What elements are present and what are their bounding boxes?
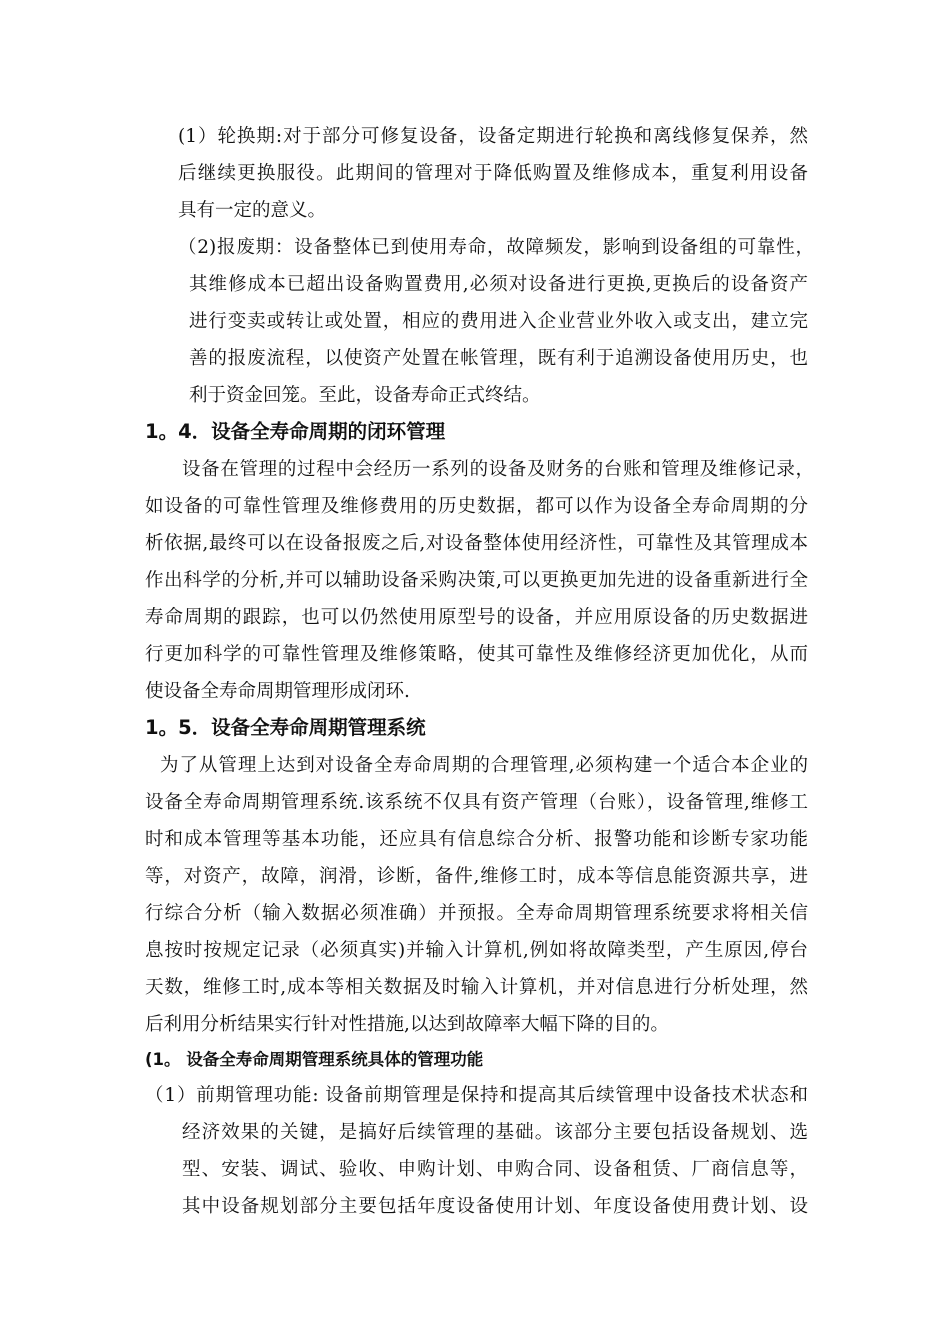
section-heading-1-5: 1。5．设备全寿命周期管理系统 xyxy=(145,716,426,739)
subsection-heading: (1。 设备全寿命周期管理系统具体的管理功能 xyxy=(145,1050,484,1069)
text-line: 具有一定的意义。 xyxy=(178,200,327,221)
text-line: （2)报废期：设备整体已到使用寿命，故障频发，影响到设备组的可靠性， xyxy=(178,237,814,258)
text-line: 使设备全寿命周期管理形成闭环. xyxy=(145,681,410,702)
text-line: 作出科学的分析,并可以辅助设备采购决策,可以更换更加先进的设备重新进行全 xyxy=(145,570,808,591)
text-line: 行综合分析（输入数据必须准确）并预报。全寿命周期管理系统要求将相关信 xyxy=(145,903,808,924)
text-line: 进行变卖或转让或处置，相应的费用进入企业营业外收入或支出，建立完 xyxy=(189,311,808,332)
text-line: 经济效果的关键，是搞好后续管理的基础。该部分主要包括设备规划、选 xyxy=(182,1122,808,1143)
text-line: 息按时按规定记录（必须真实)并输入计算机,例如将故障类型，产生原因,停台 xyxy=(145,940,808,961)
text-line: 设备在管理的过程中会经历一系列的设备及财务的台账和管理及维修记录， xyxy=(182,459,814,480)
text-line: 后继续更换服役。此期间的管理对于降低购置及维修成本，重复利用设备 xyxy=(178,163,808,184)
text-line: 利于资金回笼。至此，设备寿命正式终结。 xyxy=(189,385,541,406)
text-line: 天数，维修工时,成本等相关数据及时输入计算机，并对信息进行分析处理，然 xyxy=(145,977,808,998)
text-line: 时和成本管理等基本功能，还应具有信息综合分析、报警功能和诊断专家功能 xyxy=(145,829,808,850)
text-line: 析依据,最终可以在设备报废之后,对设备整体使用经济性，可靠性及其管理成本 xyxy=(145,533,808,554)
text-line: 型、安装、调试、验收、申购计划、申购合同、设备租赁、厂商信息等， xyxy=(182,1159,808,1180)
text-line: 等，对资产，故障，润滑，诊断，备件,维修工时，成本等信息能资源共享，进 xyxy=(145,866,808,887)
text-line: 为了从管理上达到对设备全寿命周期的合理管理,必须构建一个适合本企业的 xyxy=(160,755,808,776)
text-line: 善的报废流程，以使资产处置在帐管理，既有利于追溯设备使用历史，也 xyxy=(189,348,808,369)
text-line: 设备全寿命周期管理系统.该系统不仅具有资产管理（台账），设备管理,维修工 xyxy=(145,792,808,813)
text-line: (1）轮换期:对于部分可修复设备，设备定期进行轮换和离线修复保养，然 xyxy=(178,126,808,147)
text-line: 行更加科学的可靠性管理及维修策略，使其可靠性及维修经济更加优化，从而 xyxy=(145,644,808,665)
text-line: 如设备的可靠性管理及维修费用的历史数据，都可以作为设备全寿命周期的分 xyxy=(145,496,808,517)
text-line: （1）前期管理功能: 设备前期管理是保持和提高其后续管理中设备技术状态和 xyxy=(145,1085,808,1106)
text-line: 其维修成本已超出设备购置费用,必须对设备进行更换,更换后的设备资产 xyxy=(189,274,808,295)
section-heading-1-4: 1。4．设备全寿命周期的闭环管理 xyxy=(145,420,446,443)
text-line: 其中设备规划部分主要包括年度设备使用计划、年度设备使用费计划、设 xyxy=(182,1196,808,1217)
text-line: 后利用分析结果实行针对性措施,以达到故障率大幅下降的目的。 xyxy=(145,1014,669,1035)
text-line: 寿命周期的跟踪，也可以仍然使用原型号的设备，并应用原设备的历史数据进 xyxy=(145,607,808,628)
